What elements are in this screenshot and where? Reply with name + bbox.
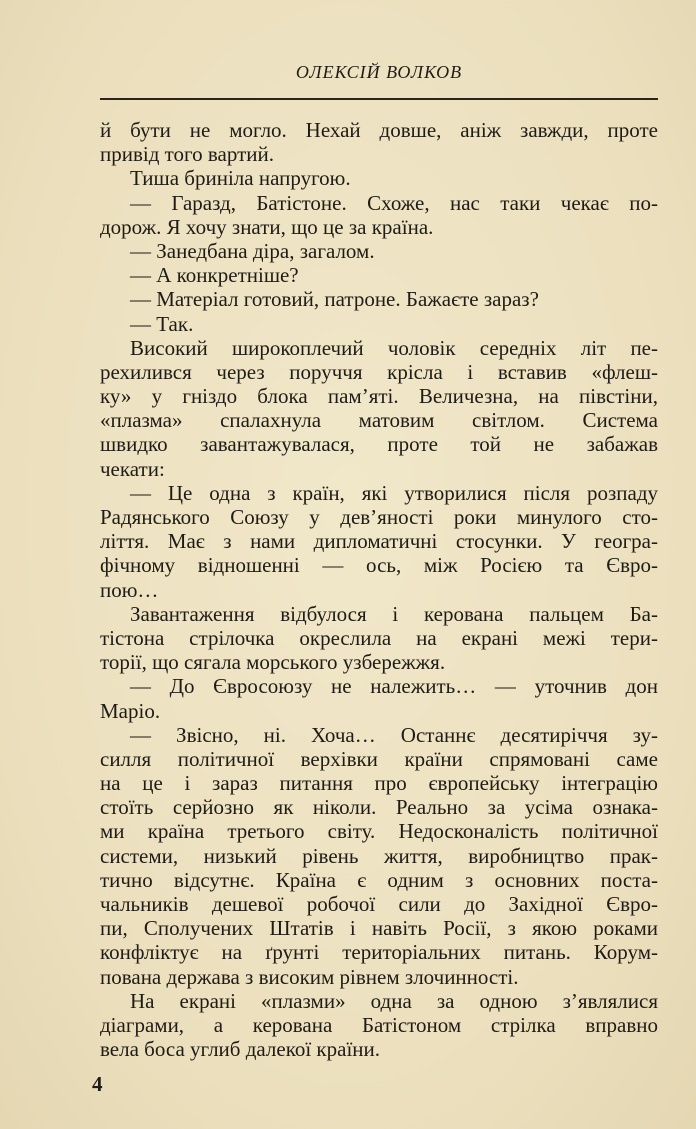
text-line: — Занедбана діра, загалом. xyxy=(130,238,375,263)
text-line: привід того вартий. xyxy=(100,142,274,167)
text-line: тично відсутнє. Країна є одним з основних поста- xyxy=(100,867,658,892)
text-line: чальників дешевої робочої сили до Західної Євро- xyxy=(100,892,658,916)
text-line: — Це одна з країн, які утворилися після розпаду xyxy=(130,480,658,505)
body-text xyxy=(100,118,658,1061)
running-head: ОЛЕКСІЙ ВОЛКОВ xyxy=(295,62,463,82)
text-line: На екрані «плазми» одна за одною з’являлися xyxy=(130,988,658,1013)
text-line: Високий широкоплечий чоловік середніх літ пе- xyxy=(130,335,658,360)
text-line: чекати: xyxy=(100,456,165,481)
text-line: пою… xyxy=(100,577,159,602)
text-line: силля політичної верхівки країни спрямовані саме xyxy=(100,746,658,771)
text-line: Тиша бриніла напругою. xyxy=(130,166,351,191)
text-line: фічному відношенні — ось, між Росією та Євро- xyxy=(100,553,658,578)
text-line: пи, Сполучених Штатів і навіть Росії, з якою роками xyxy=(100,916,658,941)
text-line: Радянського Союзу у дев’яності роки минулого сто- xyxy=(100,505,658,529)
text-line: — До Євросоюзу не належить… — уточнив дон xyxy=(130,674,658,699)
text-line: рехилився через поруччя крісла і вставив «флеш- xyxy=(100,359,658,384)
header-rule xyxy=(100,98,658,100)
text-line: Завантаження відбулося і керована пальцем Ба- xyxy=(130,601,658,626)
text-line: дорож. Я хочу знати, що це за країна. xyxy=(100,214,434,239)
text-line: — Гаразд, Батістоне. Схоже, нас таки чекає по- xyxy=(130,190,658,215)
text-line: — Звісно, ні. Хоча… Останнє десятиріччя зу- xyxy=(130,722,658,747)
text-line: стоїть серйозно як ніколи. Реально за усіма ознака- xyxy=(100,795,658,820)
text-line: вела боса углиб далекої країни. xyxy=(100,1037,381,1062)
text-line: — Матеріал готовий, патроне. Бажаєте зараз? xyxy=(130,287,539,312)
text-line: ліття. Має з нами дипломатичні стосунки. У геогра- xyxy=(100,529,658,554)
text-line: «плазма» спалахнула матовим світлом. Система xyxy=(100,408,658,433)
text-line: на це і зараз питання про європейську інтеграцію xyxy=(100,771,658,796)
text-line: пована держава з високим рівнем злочинності. xyxy=(100,964,519,989)
text-line: й бути не могло. Нехай довше, аніж завжди, проте xyxy=(100,118,658,142)
text-line: ку» у гніздо блока пам’яті. Величезна, на півстіни, xyxy=(100,384,658,409)
text-line: швидко завантажувалася, проте той не забажав xyxy=(100,432,658,457)
text-line: системи, низький рівень життя, виробництво прак- xyxy=(100,843,658,868)
text-line: Маріо. xyxy=(100,698,161,723)
text-line: ми країна третього світу. Недосконалість політичної xyxy=(100,819,658,844)
page-number: 4 xyxy=(92,1072,103,1096)
text-line: тістона стрілочка окреслила на екрані межі тери- xyxy=(100,625,658,650)
text-line: торії, що сягала морського узбережжя. xyxy=(100,650,446,675)
text-line: діаграми, а керована Батістоном стрілка вправно xyxy=(100,1012,658,1037)
text-line: — А конкретніше? xyxy=(130,263,299,288)
text-line: — Так. xyxy=(130,311,194,336)
text-line: конфліктує на ґрунті територіальних питань. Корум- xyxy=(100,940,658,965)
